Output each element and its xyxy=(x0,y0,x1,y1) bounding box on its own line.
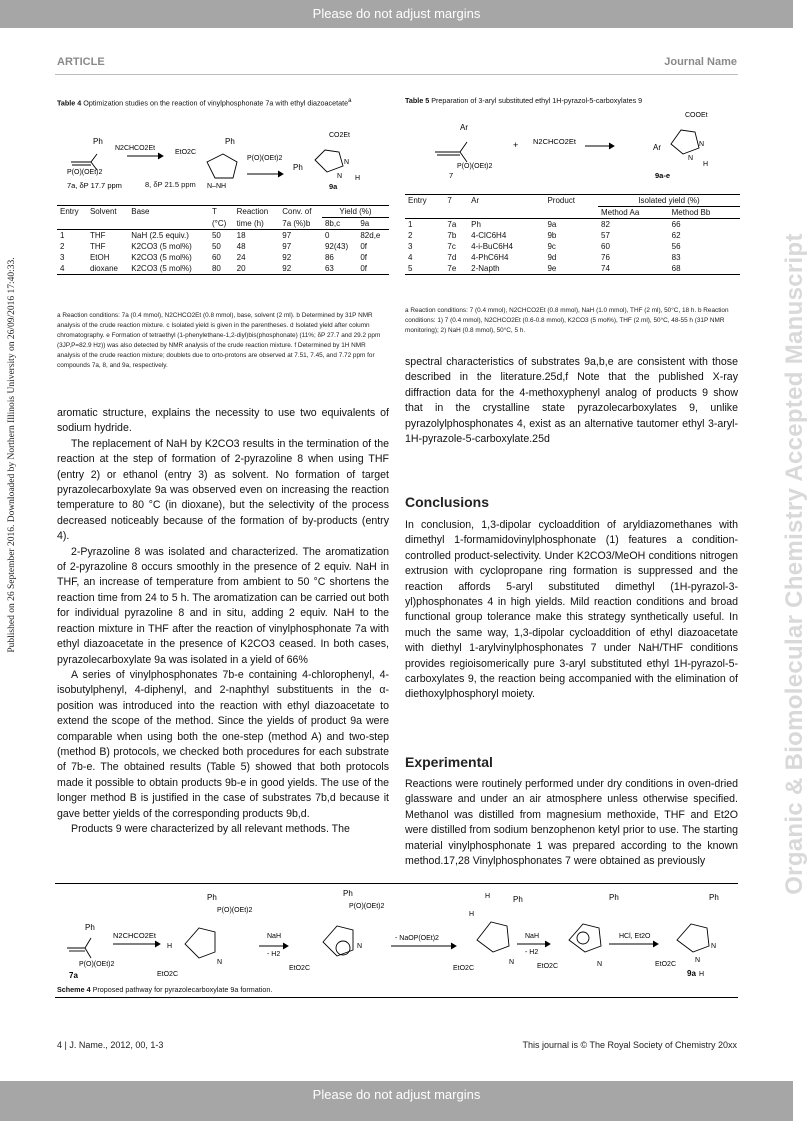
s4-h-2: H xyxy=(485,893,491,900)
t4-label-9a: 9a xyxy=(329,182,338,191)
s4-label-7a: 7a xyxy=(69,971,78,980)
conclusions-heading: Conclusions xyxy=(405,494,490,510)
s4-po-1: P(O)(OEt)2 xyxy=(79,961,115,968)
s4-h-3: H xyxy=(469,911,475,918)
t4-h-temp: T xyxy=(211,207,217,217)
left-p2: The replacement of NaH by K2CO3 results in the termination of the reaction at the step of formation of 2-pyrazoline 8 when using THF (entry 2) or ethanol (entry 3) as solvent. No formation of target pyrazolecarboxylate 9a was observed even on increasing the reaction temperature to 80 °C (in dioxane), but the selectivity of the process decreased noticeably because of the formation of by-products (entry 4). xyxy=(57,437,389,543)
t5-h-entry: Entry xyxy=(408,196,427,206)
s4-ph-5: Ph xyxy=(609,893,619,902)
s4-ph-3: Ph xyxy=(343,889,353,898)
t5-h-ar: Ar xyxy=(471,196,480,206)
t4-h-conv: Conv. of xyxy=(282,207,312,217)
t4-ph2: Ph xyxy=(225,137,235,146)
t5-h: H xyxy=(703,161,709,168)
table4-scheme xyxy=(57,128,387,192)
left-p1: aromatic structure, explains the necessity to use two equivalents of sodium hydride. xyxy=(57,407,389,435)
t5-n2: N xyxy=(688,155,694,162)
table5-caption: Table 5 Preparation of 3-aryl substituted ethyl 1H-pyrazol-5-carboxylates 9 xyxy=(405,96,643,105)
table5 xyxy=(405,194,740,275)
s4-nah-2: NaH xyxy=(525,933,540,940)
right-p3: Reactions were routinely performed under dry conditions in oven-dried glassware and under an air atmosphere unless otherwise specified. Methanol was distilled from magnesium methoxide, THF and Et2O were distilled from sodium benzophenon ketyl prior to use. The starting material vinylphosphonate 1 was prepared according to the known method.17,28 Vinylphosphonates 7 were obtained as previously xyxy=(405,778,738,868)
t5-sh-a: Method Aa xyxy=(598,207,669,219)
s4-nah-1: NaH xyxy=(267,933,282,940)
left-p3: 2-Pyrazoline 8 was isolated and characterized. The aromatization of 2-pyrazoline 8 occurs smoothly in the presence of 2 equiv. NaH in THF, an increase of temperature from ambient to 50 °C shortens the reaction time from 24 to 5 h. The aromatization can be carried out both for individual pyrazoline 8 and in situ, adding 2 equiv. NaH to the reaction mixture in THF after the reaction of vinylphosphonate 7a with ethyl diazoacetate in the presence of K2CO3 ceased. In both cases, pyrazolecarboxylate 9a was isolated in a yield of 66% xyxy=(57,545,389,666)
t4-n1: N xyxy=(344,159,350,166)
scheme4-rule-bottom xyxy=(55,997,738,998)
t4-po2: P(O)(OEt)2 xyxy=(247,155,283,162)
s4-po-2: P(O)(OEt)2 xyxy=(217,907,253,914)
left-column xyxy=(57,406,389,837)
t5-ar2: Ar xyxy=(653,143,661,152)
table-row: 2 THF K2CO3 (5 mol%) 50 48 97 92(43) 0f xyxy=(60,242,368,251)
table-row: 3 EtOH K2CO3 (5 mol%) 60 24 92 86 0f xyxy=(60,253,368,262)
accepted-manuscript-watermark: Organic & Biomolecular Chemistry Accepted Manuscript xyxy=(781,233,808,895)
t4-h: H xyxy=(355,175,361,182)
table-row: 1 7a Ph 9a 82 66 xyxy=(408,220,681,229)
t5-h-7: 7 xyxy=(447,196,452,206)
t4-h-yield: Yield (%) xyxy=(339,207,372,216)
s4-ester-2: EtO2C xyxy=(289,965,311,972)
s4-ester-3: EtO2C xyxy=(453,965,475,972)
s4-label-9a: 9a xyxy=(687,969,696,978)
s4-ester-4: EtO2C xyxy=(537,963,559,970)
t5-reagent: N2CHCO2Et xyxy=(533,137,576,146)
s4-mh2-2: - H2 xyxy=(525,949,539,956)
left-p5: Products 9 were characterized by all relevant methods. The xyxy=(71,822,350,835)
t5-po: P(O)(OEt)2 xyxy=(457,163,493,170)
s4-n-3: N xyxy=(509,959,515,966)
t4-h-solvent: Solvent xyxy=(89,207,117,217)
t5-plus: + xyxy=(513,140,519,150)
s4-hcl: HCl, Et2O xyxy=(619,933,651,940)
table-row: 2 7b 4-ClC6H4 9b 57 62 xyxy=(408,231,681,240)
t4-sh-unit: (°C) xyxy=(211,218,227,228)
t4-ester: EtO2C xyxy=(175,149,197,156)
t5-label-9ae: 9a-e xyxy=(655,171,671,180)
t4-h-entry: Entry xyxy=(60,207,79,217)
table-row: 4 dioxane K2CO3 (5 mol%) 80 20 92 63 0f xyxy=(57,263,389,275)
t4-n2: N xyxy=(337,173,343,180)
article-label: ARTICLE xyxy=(57,56,105,68)
t4-sh-conv: 7a (%)b xyxy=(282,218,311,228)
t5-cooet: COOEt xyxy=(685,112,708,119)
t5-n1: N xyxy=(699,141,705,148)
t5-ar1: Ar xyxy=(460,123,468,132)
t4-po1: P(O)(OEt)2 xyxy=(67,169,103,176)
t4-sh-time: time (h) xyxy=(236,218,264,228)
t4-h-time: Reaction xyxy=(236,207,269,217)
s4-n-4: N xyxy=(597,961,603,968)
s4-ph-6: Ph xyxy=(709,893,719,902)
table4-caption: Table 4 Optimization studies on the reaction of vinylphosphonate 7a with ethyl diazoacetate$^a$ xyxy=(57,98,352,108)
published-note: Published on 26 September 2016. Downloaded by Northern Illinois University on 26/09/2016 17:40:33. xyxy=(7,257,17,653)
table-row: 3 7c 4-i-BuC6H4 9c 60 56 xyxy=(408,242,681,251)
t5-label-7: 7 xyxy=(449,171,454,180)
s4-reagent: N2CHCO2Et xyxy=(113,931,156,940)
t4-nnh: N–NH xyxy=(207,183,227,190)
scheme4-graphic xyxy=(57,886,737,982)
s4-ph-2: Ph xyxy=(207,893,217,902)
table4 xyxy=(57,205,389,275)
experimental-heading: Experimental xyxy=(405,754,493,770)
t4-co2et: CO2Et xyxy=(329,132,351,139)
header-rule xyxy=(55,74,738,75)
left-p4: A series of vinylphosphonates 7b-e containing 4-chlorophenyl, 4-isobutylphenyl, 4-diphenyl, and 2-naphthyl substituents in the α-position was introduced into the reaction with ethyl diazoacetate to extend the scope of the method. Since the yields of product 9a were comparable when using both the one-step (method A) and two-step (method B) protocols, we checked both procedures for each substrate of 7b-e. The obtained results (Table 5) showed that both protocols made it possible to obtain products 9b-e in good yields. The use of the longer method B is justified in the case of substrates 7b,d because it gave better yields of the corresponding products 9b,d. xyxy=(57,668,389,820)
s4-po-3: P(O)(OEt)2 xyxy=(349,903,385,910)
s4-ph-1: Ph xyxy=(85,923,95,932)
table-row: 5 7e 2-Napth 9e 74 68 xyxy=(405,263,740,275)
s4-ester-1: EtO2C xyxy=(157,971,179,978)
bottom-banner: Please do not adjust margins xyxy=(0,1081,793,1121)
t4-ph3: Ph xyxy=(293,163,303,172)
scheme4-rule-top xyxy=(55,883,738,884)
table-row: 1 THF NaH (2.5 equiv.) 50 18 97 0 82d,e xyxy=(60,231,381,240)
t4-sh-9a: 9a xyxy=(357,218,389,230)
table5-footnote: a Reaction conditions: 7 (0.4 mmol), N2CHCO2Et (0.8 mmol), NaH (1.0 mmol), THF (2 ml), 50°C, 18 h. b Reaction conditions: 1) 7 (0.4 mmol), N2CHCO2Et (0.6-0.8 mmol), K2CO3 (5 mol%), THF (2 ml), 50°C, 48-55 h (31P NMR monitoring); 2) NaH (0.8 mmol), 50°C, 5 h. xyxy=(405,307,729,334)
t4-ph1: Ph xyxy=(93,137,103,146)
right-p2: In conclusion, 1,3-dipolar cycloaddition of aryldiazomethanes with dimethyl 1-formamidovinylphosphonate (1) features a condition-controlled product-selectivity. Under K2CO3/MeOH conditions nitrogen extrusion with cyclopropane ring formation is suppressed and the reaction affords 5-aryl substituted dimethyl (1H-pyrazol-3-yl)phosphonates 4 in high yields. Mild reaction conditions and broad functional group tolerance make this strategy synthetically useful. In much the same way, 1,3-dipolar cycloaddition of ethyl diazoacetate with diethyl 1-arylvinylphosphonates 7 under NaH/THF conditions provides regioisomerically pure 3-aryl substituted ethyl 1H-pyrazol-5-carboxylates 9, the reaction being accompanied with the elimination of diethoxylphosphoryl moiety. xyxy=(405,519,738,701)
table-row: 4 7d 4-PhC6H4 9d 76 83 xyxy=(408,253,681,262)
t4-sh-8: 8b,c xyxy=(322,218,357,230)
table4-footnote: a Reaction conditions: 7a (0.4 mmol), N2CHCO2Et (0.8 mmol), base, solvent (2 ml). b Determined by 31P NMR analysis of the crude reaction mixture. c Isolated yield is given in the parentheses. d Isolated yield after column chromatography. e Formation of tetraethyl (1-phenylethane-1,2-diyl)bis(phosphonate) (11%; δP 27.7 and 29.2 ppm (3JP,P=82.9 Hz)) was also detected by NMR analysis of the crude reaction mixture. f Determined by 1H NMR analysis of the crude reaction mixture; doublets due to orto-protons are observed at 7.51, 7.45, and 7.72 ppm for compounds 7a, 8, and 9a, respectively. xyxy=(57,312,381,369)
s4-mh2-1: - H2 xyxy=(267,951,281,958)
t4-h-base: Base xyxy=(131,207,150,217)
s4-ph-4: Ph xyxy=(513,895,523,904)
top-banner: Please do not adjust margins xyxy=(0,0,793,28)
s4-elim: - NaOP(OEt)2 xyxy=(395,935,439,942)
page-footer-left: 4 | J. Name., 2012, 00, 1-3 xyxy=(57,1040,164,1050)
t5-h-yield: Isolated yield (%) xyxy=(638,196,700,205)
scheme4-caption: Scheme 4 Proposed pathway for pyrazolecarboxylate 9a formation. xyxy=(57,985,273,994)
page-footer-right: This journal is © The Royal Society of Chemistry 20xx xyxy=(522,1040,737,1050)
journal-name: Journal Name xyxy=(664,56,737,68)
t4-label-7a: 7a, δP 17.7 ppm xyxy=(67,181,122,190)
t5-h-product: Product xyxy=(547,196,576,206)
s4-h-4: H xyxy=(699,971,705,978)
s4-n-2: N xyxy=(357,943,363,950)
s4-n-6: N xyxy=(695,957,701,964)
right-p1: spectral characteristics of substrates 9a,b,e are consistent with those described in the literature.25d,f Note that the published X-ray diffraction data for the 4-methoxyphenyl analog of products 9 show that in the crystalline state pyrazolecarboxylates 9, unlike pyrazolylphosphonates 4, exist as an alternative tautomer ethyl 3-aryl-1H-pyrazole-5-carboxylate.25d xyxy=(405,356,738,446)
s4-n-1: N xyxy=(217,959,223,966)
s4-n-5: N xyxy=(711,943,717,950)
s4-ester-5: EtO2C xyxy=(655,961,677,968)
t5-sh-b: Method Bb xyxy=(669,207,740,219)
table5-scheme xyxy=(405,108,740,180)
s4-h-1: H xyxy=(167,943,173,950)
t4-label-8: 8, δP 21.5 ppm xyxy=(145,180,196,189)
t4-reagent: N2CHCO2Et xyxy=(115,145,156,152)
